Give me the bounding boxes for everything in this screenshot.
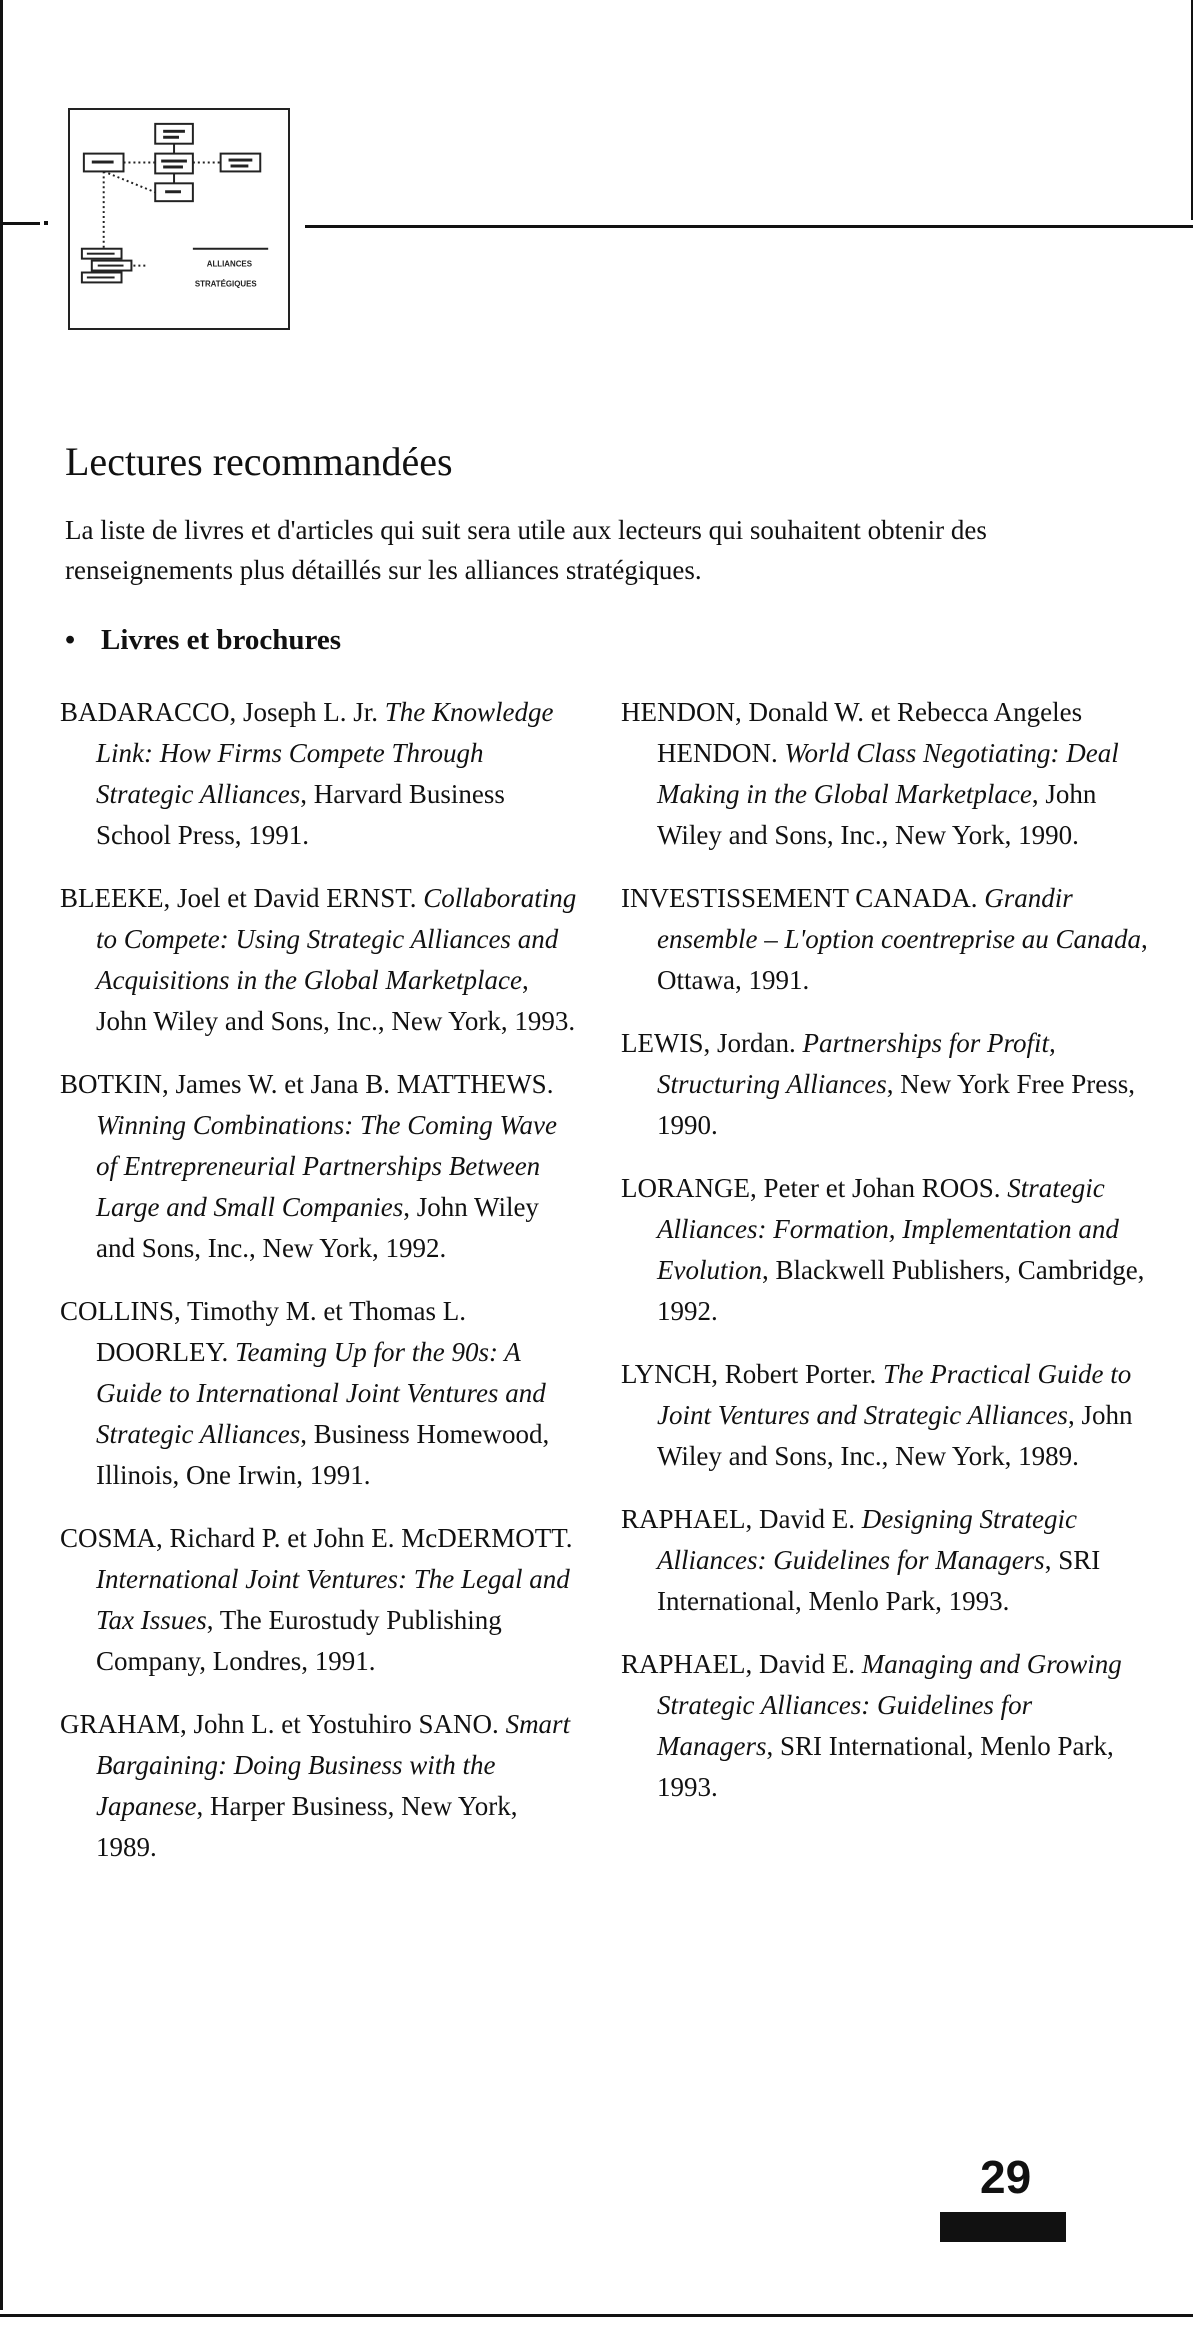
reference-entry <box>621 878 1151 1001</box>
svg-text:STRATÉGIQUES: STRATÉGIQUES <box>194 279 257 289</box>
page-number: 29 <box>980 2151 1032 2203</box>
left-border-rule <box>0 0 3 2310</box>
reference-publisher: , Harper Business, New York, 1989. <box>96 1791 518 1862</box>
reference-title: Grandir ensemble – L'option coentreprise au Canada <box>657 883 1141 954</box>
reference-title: Managing and Growing Strategic Alliances: Guidelines for Managers <box>657 1649 1122 1761</box>
references-right-column <box>621 692 1151 1830</box>
reference-entry <box>60 1064 580 1269</box>
reference-title: International Joint Ventures: The Legal and Tax Issues <box>96 1564 570 1635</box>
reference-title: Strategic Alliances: Formation, Implementation and Evolution <box>657 1173 1119 1285</box>
reference-entry <box>621 1354 1151 1477</box>
reference-author: BADARACCO, Joseph L. Jr. <box>60 697 379 727</box>
reference-title: Partnerships for Profit, Structuring Alliances <box>657 1028 1056 1099</box>
reference-entry <box>60 692 580 856</box>
references-left-column <box>60 692 580 1890</box>
reference-author: LEWIS, Jordan. <box>621 1028 796 1058</box>
reference-author: RAPHAEL, David E. <box>621 1504 855 1534</box>
tick-dot <box>44 221 48 225</box>
reference-title: Winning Combinations: The Coming Wave of Entrepreneurial Partnerships Between Large and Small Companies <box>96 1110 558 1222</box>
reference-author: BOTKIN, James W. et Jana B. MATTHEWS. <box>60 1069 554 1099</box>
svg-text:ALLIANCES: ALLIANCES <box>206 259 252 269</box>
reference-publisher: , Blackwell Publishers, Cambridge, 1992. <box>657 1255 1145 1326</box>
reference-entry <box>621 1644 1151 1808</box>
reference-publisher: , The Eurostudy Publishing Company, Londres, 1991. <box>96 1605 502 1676</box>
reference-publisher: , John Wiley and Sons, Inc., New York, 1990. <box>657 779 1097 850</box>
reference-author: INVESTISSEMENT CANADA. <box>621 883 978 913</box>
bullet-icon: • <box>65 624 76 656</box>
reference-author: RAPHAEL, David E. <box>621 1649 855 1679</box>
reference-publisher: , Business Homewood, Illinois, One Irwin, 1991. <box>96 1419 550 1490</box>
left-tick-rule <box>0 222 40 225</box>
page-title: Lectures recommandées <box>65 439 453 484</box>
intro-paragraph: La liste de livres et d'articles qui suit sera utile aux lecteurs qui souhaitent obtenir des renseignements plus détaillés sur les alliances stratégiques. <box>65 515 987 585</box>
reference-title: World Class Negotiating: Deal Making in the Global Marketplace <box>657 738 1119 809</box>
reference-title: The Knowledge Link: How Firms Compete Through Strategic Alliances <box>96 697 554 809</box>
diagram-icon <box>70 110 288 328</box>
reference-author: COLLINS, Timothy M. et Thomas L. DOORLEY. <box>60 1296 467 1367</box>
reference-entry <box>621 692 1151 856</box>
reference-publisher: , Harvard Business School Press, 1991. <box>96 779 505 850</box>
bottom-border-rule <box>0 2314 1193 2317</box>
reference-title: Teaming Up for the 90s: A Guide to International Joint Ventures and Strategic Alliances <box>96 1337 546 1449</box>
reference-entry <box>621 1499 1151 1622</box>
reference-entry <box>60 878 580 1042</box>
reference-entry <box>621 1168 1151 1332</box>
section-title: Livres et brochures <box>101 624 342 656</box>
reference-title: The Practical Guide to Joint Ventures and Strategic Alliances <box>657 1359 1132 1430</box>
reference-author: HENDON, Donald W. et Rebecca Angeles HENDON. <box>621 697 1083 768</box>
reference-publisher: , John Wiley and Sons, Inc., New York, 1989. <box>657 1400 1133 1471</box>
reference-publisher: , SRI International, Menlo Park, 1993. <box>657 1545 1101 1616</box>
reference-publisher: , John Wiley and Sons, Inc., New York, 1993. <box>96 965 576 1036</box>
reference-author: LORANGE, Peter et Johan ROOS. <box>621 1173 1001 1203</box>
reference-title: Collaborating to Compete: Using Strategic Alliances and Acquisitions in the Global Marketplace <box>96 883 577 995</box>
reference-author: GRAHAM, John L. et Yostuhiro SANO. <box>60 1709 499 1739</box>
reference-author: BLEEKE, Joel et David ERNST. <box>60 883 417 913</box>
reference-publisher: , Ottawa, 1991. <box>657 924 1148 995</box>
reference-publisher: , New York Free Press, 1990. <box>657 1069 1135 1140</box>
reference-publisher: , John Wiley and Sons, Inc., New York, 1992. <box>96 1192 539 1263</box>
reference-author: LYNCH, Robert Porter. <box>621 1359 877 1389</box>
reference-entry <box>60 1291 580 1496</box>
reference-entry <box>621 1023 1151 1146</box>
reference-entry <box>60 1704 580 1868</box>
reference-entry <box>60 1518 580 1682</box>
page-number-bar <box>940 2212 1066 2242</box>
alliances-diagram-logo <box>68 108 290 330</box>
reference-author: COSMA, Richard P. et John E. McDERMOTT. <box>60 1523 573 1553</box>
reference-title: Smart Bargaining: Doing Business with the Japanese <box>96 1709 571 1821</box>
reference-title: Designing Strategic Alliances: Guidelines for Managers <box>657 1504 1077 1575</box>
reference-publisher: , SRI International, Menlo Park, 1993. <box>657 1731 1114 1802</box>
header-rule <box>305 225 1193 228</box>
section-heading <box>65 624 341 657</box>
